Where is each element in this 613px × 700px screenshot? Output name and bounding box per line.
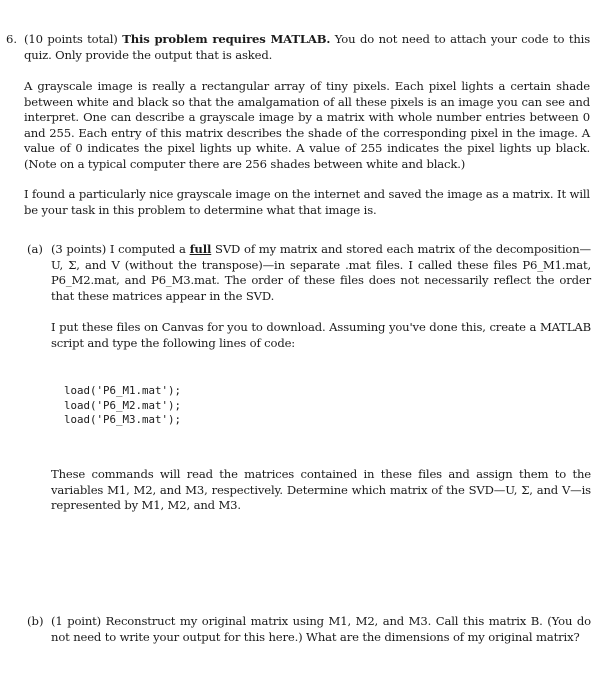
grayscale-paragraph: A grayscale image is really a rectangular array of tiny pixels. Each pixel lights a certain shade between white and black so that the amalgamation of all these pixels is an image you can see and interpret. One can describe a grayscale image by a matrix with whole number entries between 0 and 255. Each entry of this matrix describes the shade of the corresponding pixel in the image. A value of 0 indicates the pixel lights up white. A value of 255 indicates the pixel lights up black. (Note on a typical computer there are 256 shades between white and black.) (24, 79, 590, 171)
code-line-2: load('P6_M2.mat'); (64, 398, 182, 412)
part-a-label: (a) (27, 242, 43, 256)
problem-points: (10 points total) (24, 32, 118, 46)
code-line-3: load('P6_M3.mat'); (64, 413, 182, 427)
part-b-label: (b) (27, 614, 44, 628)
problem-number: 6. (6, 32, 18, 46)
part-a-question: These commands will read the matrices contained in these files and assign them to the variables M1, M2, and M3, respectively. Determine which matrix of the SVD—U, Σ, and V—is represented by M1, M2, and M3. (51, 467, 591, 513)
part-a-canvas-paragraph: I put these files on Canvas for you to download. Assuming you've done this, create a MATLAB script and type the following lines of code: (51, 320, 591, 350)
part-a-text: (3 points) I computed a full SVD of my matrix and stored each matrix of the decomposition—U, Σ, and V (without the transpose)—in separate .mat files. I called these files P6_M1.mat, P6_M2.mat, and P6_M3.mat. The order of these files does not necessarily reflect the order that these matrices appear in the SVD. (51, 242, 591, 303)
code-block (64, 384, 181, 428)
full-emphasis: full (189, 242, 212, 256)
problem-intro (24, 32, 590, 63)
task-paragraph: I found a particularly nice grayscale image on the internet and saved the image as a matrix. It will be your task in this problem to determine what that image is. (24, 187, 590, 217)
matlab-requirement: This problem requires MATLAB. (122, 32, 331, 46)
part-b-text: (1 point) Reconstruct my original matrix using M1, M2, and M3. Call this matrix B. (You do not need to write your output for this here.) What are the dimensions of my original matrix? (51, 614, 591, 644)
code-line-1: load('P6_M1.mat'); (64, 384, 182, 397)
problem-intro-rest: You do not need to attach your code to this quiz. Only provide the output that is asked. (24, 32, 591, 62)
